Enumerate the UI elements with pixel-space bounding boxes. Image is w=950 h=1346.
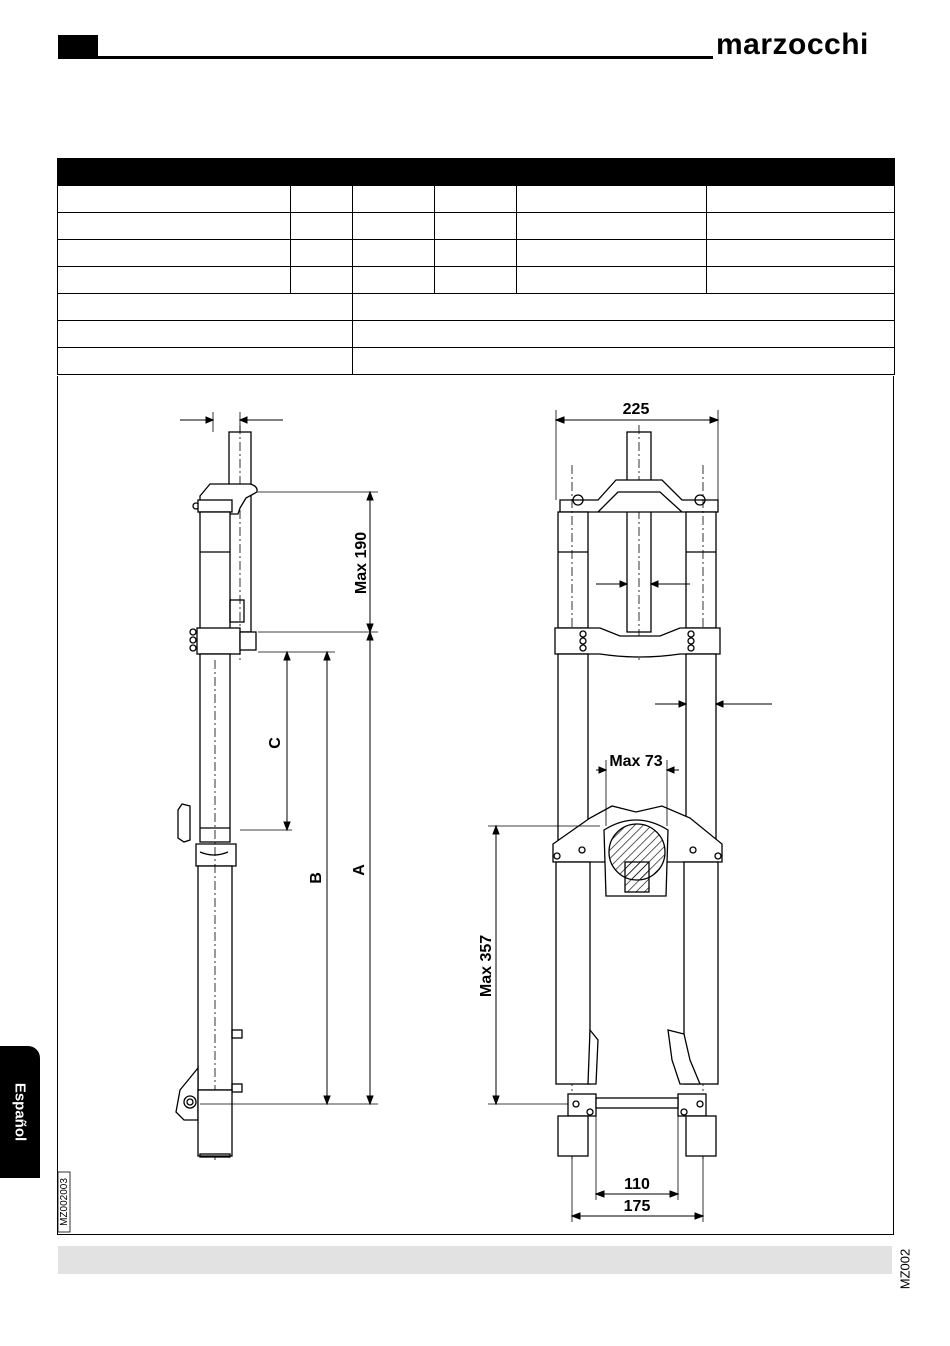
dim-max-357: Max 357 [478,934,495,998]
dim-c: C [267,737,284,749]
fork-technical-drawing [57,376,893,1234]
spec-table [57,158,895,375]
side-view [176,425,257,1160]
dim-max-73: Max 73 [609,753,663,770]
page-code [890,1248,920,1290]
dim-a: A [351,864,368,876]
dim-110: 110 [624,1176,650,1193]
table-row [58,267,895,294]
header-cell [517,159,707,186]
spec-table-header [58,159,895,186]
language-tab-label: Español [11,1082,29,1142]
table-row [58,213,895,240]
dim-max-190: Max 190 [353,531,370,595]
front-view [553,425,722,1160]
dim-175: 175 [623,1198,651,1215]
language-tab [0,1046,40,1178]
table-row [58,186,895,213]
dim-b: B [308,872,325,884]
header-cell [58,159,353,186]
table-row [58,294,895,321]
page-code-text: MZ002 [897,1248,913,1290]
header-rule [58,56,713,59]
table-row [58,321,895,348]
table-row [58,240,895,267]
header-block [58,35,98,58]
figure-code: MZ002003 [59,1178,70,1226]
footer-bar [58,1246,892,1274]
header-cell [353,159,517,186]
table-row [58,348,895,375]
brand-logo: marzocchi [716,28,869,61]
header-cell [707,159,895,186]
dim-225: 225 [622,401,650,418]
